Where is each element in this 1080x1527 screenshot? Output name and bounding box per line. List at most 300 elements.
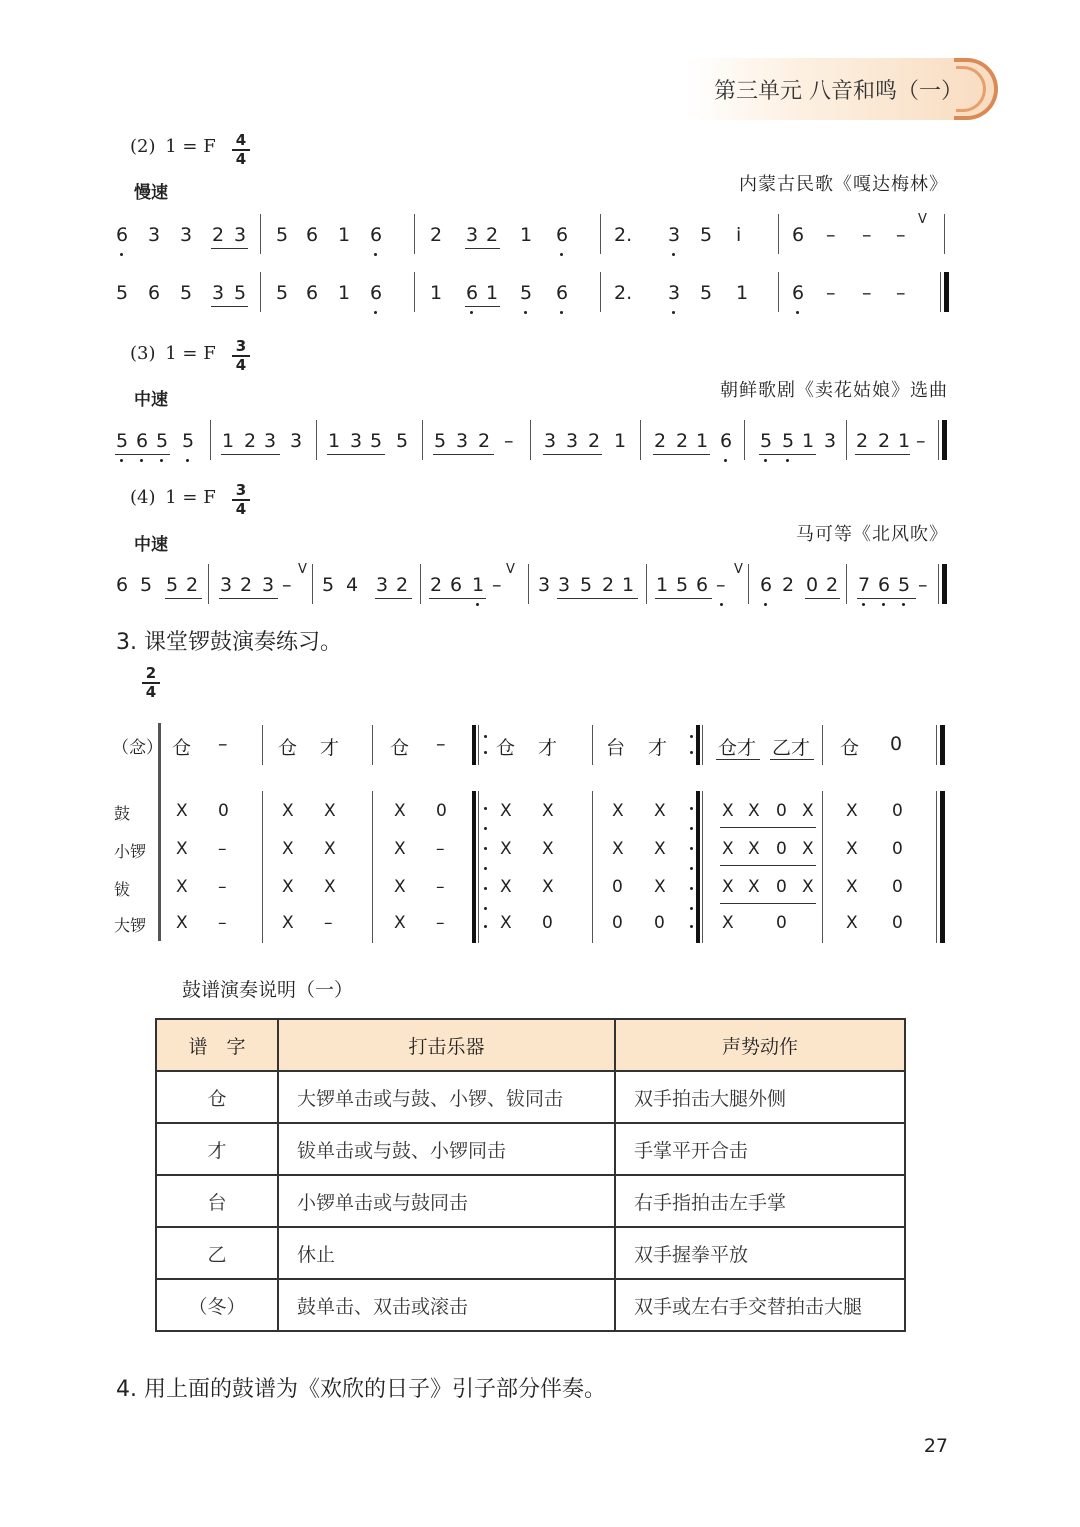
- percussion-note: X: [324, 839, 336, 859]
- bar-line: [420, 564, 421, 604]
- meter-bottom: 4: [145, 683, 157, 701]
- jianpu-note: 5: [434, 430, 447, 452]
- jianpu-note: 5: [166, 574, 179, 596]
- piece3-meter: [232, 339, 250, 373]
- percussion-note: 0: [654, 913, 665, 933]
- repeat-dot: [690, 925, 693, 928]
- percussion-note: X: [282, 801, 294, 821]
- final-bar-line: [940, 725, 945, 765]
- percussion-note: 0: [776, 877, 787, 897]
- jianpu-note: 3: [148, 224, 161, 246]
- percussion-note: 0: [892, 913, 903, 933]
- jianpu-note: –: [826, 224, 836, 246]
- table-row: [156, 1071, 905, 1123]
- jianpu-note: 4: [346, 574, 359, 596]
- legend-header-gesture: 声势动作: [615, 1019, 905, 1071]
- jianpu-note: 1: [614, 430, 627, 452]
- percussion-note: X: [654, 877, 666, 897]
- jianpu-note: 3: [544, 430, 557, 452]
- bar-line: [208, 564, 209, 604]
- table-row: [156, 1227, 905, 1279]
- jianpu-note: 5: [580, 574, 593, 596]
- jianpu-note: 1: [430, 282, 443, 304]
- legend-gesture: 双手握拳平放: [615, 1227, 905, 1279]
- jianpu-note: 2: [878, 430, 891, 452]
- jianpu-note: 1: [472, 574, 485, 596]
- bar-line: [640, 420, 641, 460]
- percussion-note: X: [846, 801, 858, 821]
- piece4-key: 1 = F: [165, 487, 216, 508]
- bar-line: [600, 272, 601, 312]
- jianpu-note: 6: [306, 224, 319, 246]
- percussion-note: X: [176, 801, 188, 821]
- table-row: [156, 1279, 905, 1331]
- octave-dot-low: [470, 311, 473, 314]
- meter-top: 4: [235, 131, 247, 149]
- octave-dot-low: [120, 253, 123, 256]
- jianpu-note: 6: [792, 224, 805, 246]
- jianpu-note: 5: [276, 282, 289, 304]
- percussion-note: 0: [218, 801, 229, 821]
- jianpu-note: –: [896, 224, 906, 246]
- percussion-note: X: [500, 913, 512, 933]
- percussion-note: X: [802, 801, 814, 821]
- underline: [653, 454, 710, 455]
- underline: [855, 454, 910, 455]
- percussion-note: X: [722, 877, 734, 897]
- percussion-note: X: [654, 801, 666, 821]
- underline: [543, 454, 602, 455]
- underline: [805, 598, 840, 599]
- repeat-dot: [484, 827, 487, 830]
- piece4-tempo: 中速: [134, 535, 168, 555]
- percussion-note: –: [218, 877, 227, 897]
- percussion-note: –: [436, 913, 445, 933]
- legend-header-row: [156, 1019, 905, 1071]
- underline: [219, 598, 278, 599]
- jianpu-note: 3: [212, 282, 225, 304]
- bar-line: [778, 214, 779, 254]
- repeat-bar-line: [472, 791, 476, 943]
- octave-dot-low: [902, 603, 905, 606]
- legend-title: 鼓谱演奏说明（一）: [182, 979, 354, 1001]
- legend-instrument: 钹单击或与鼓、小锣同击: [278, 1123, 615, 1175]
- jianpu-note: 6: [556, 224, 569, 246]
- jianpu-note: 6: [466, 282, 479, 304]
- chant-syllable: 台: [606, 737, 626, 759]
- percussion-note: X: [282, 877, 294, 897]
- jianpu-note: 6: [306, 282, 319, 304]
- percussion-score: [0, 715, 1080, 945]
- bar-line: [936, 725, 937, 765]
- jianpu-note: 6: [116, 574, 129, 596]
- jianpu-note: 2: [430, 574, 443, 596]
- instrument-name: 小锣: [114, 842, 147, 861]
- jianpu-note: 5: [180, 282, 193, 304]
- system-bracket: [158, 723, 161, 941]
- percussion-note: X: [542, 877, 554, 897]
- percussion-note: 0: [892, 877, 903, 897]
- percussion-note: X: [282, 839, 294, 859]
- bar-line: [422, 420, 423, 460]
- bar-line: [938, 564, 939, 604]
- jianpu-note: 5: [676, 574, 689, 596]
- percussion-note: X: [500, 839, 512, 859]
- legend-char: 台: [156, 1175, 278, 1227]
- jianpu-note: 5: [760, 430, 773, 452]
- table-row: [156, 1175, 905, 1227]
- jianpu-note: 3: [668, 282, 681, 304]
- piece3-label: (3): [130, 343, 156, 364]
- jianpu-note: 3: [180, 224, 193, 246]
- octave-dot-low: [720, 603, 723, 606]
- jianpu-note: 5: [520, 282, 533, 304]
- jianpu-note: 2: [856, 430, 869, 452]
- repeat-dot: [484, 867, 487, 870]
- percussion-note: –: [436, 877, 445, 897]
- underline: [720, 827, 816, 828]
- jianpu-note: 2: [396, 574, 409, 596]
- legend-gesture: 双手拍击大腿外侧: [615, 1071, 905, 1123]
- legend-gesture: 右手指拍击左手掌: [615, 1175, 905, 1227]
- percussion-note: 0: [776, 839, 787, 859]
- octave-dot-low: [862, 603, 865, 606]
- jianpu-note: 3: [376, 574, 389, 596]
- legend-table: [155, 1018, 906, 1332]
- jianpu-note: 1: [656, 574, 669, 596]
- jianpu-note: 3: [262, 574, 275, 596]
- section4-heading: 4. 用上面的鼓谱为《欢欣的日子》引子部分伴奏。: [116, 1377, 606, 1402]
- octave-dot-low: [140, 459, 143, 462]
- underline: [857, 598, 916, 599]
- piece4-header: [130, 487, 216, 508]
- legend-instrument: 小锣单击或与鼓同击: [278, 1175, 615, 1227]
- octave-dot-low: [764, 459, 767, 462]
- octave-dot-low: [160, 459, 163, 462]
- percussion-note: X: [500, 801, 512, 821]
- piece3-header: [130, 343, 216, 364]
- jianpu-note: –: [282, 574, 292, 596]
- bar-line: [414, 214, 415, 254]
- bar-line: [600, 214, 601, 254]
- jianpu-note: 5: [156, 430, 169, 452]
- jianpu-note: 2: [430, 224, 443, 246]
- octave-dot-low: [120, 459, 123, 462]
- octave-dot-low: [672, 311, 675, 314]
- percussion-note: X: [612, 801, 624, 821]
- chant-syllable: 才: [648, 737, 668, 759]
- bar-line: [528, 564, 529, 604]
- bar-line: [846, 420, 847, 460]
- percussion-note: X: [324, 877, 336, 897]
- piece4-meter: [232, 483, 250, 517]
- instrument-name: 大锣: [114, 916, 147, 935]
- jianpu-note: 2: [478, 430, 491, 452]
- percussion-note: X: [748, 877, 760, 897]
- legend-gesture: 手掌平开合击: [615, 1123, 905, 1175]
- chant-syllable: 仓: [172, 737, 192, 759]
- jianpu-note: 3: [558, 574, 571, 596]
- repeat-dot: [484, 887, 487, 890]
- percussion-note: X: [748, 839, 760, 859]
- final-bar-line: [942, 420, 947, 460]
- jianpu-note: 1: [486, 282, 499, 304]
- percussion-note: 0: [612, 913, 623, 933]
- chant-syllable: 乙才: [772, 737, 811, 759]
- repeat-dot: [690, 751, 693, 754]
- piece2-line2: [0, 272, 1080, 318]
- jianpu-note: 5: [370, 430, 383, 452]
- percussion-note: X: [542, 839, 554, 859]
- bar-line: [316, 420, 317, 460]
- legend-gesture: 双手或左右手交替拍击大腿: [615, 1279, 905, 1331]
- jianpu-note: 2: [486, 224, 499, 246]
- bar-line: [748, 564, 749, 604]
- piece3-source: 朝鲜歌剧《卖花姑娘》选曲: [720, 380, 948, 401]
- percussion-note: –: [218, 839, 227, 859]
- legend-instrument: 休止: [278, 1227, 615, 1279]
- underline: [429, 598, 486, 599]
- legend-char: 仓: [156, 1071, 278, 1123]
- percussion-note: 0: [612, 877, 623, 897]
- bar-line: [592, 725, 593, 765]
- repeat-dot: [690, 867, 693, 870]
- jianpu-note: 5: [234, 282, 247, 304]
- jianpu-note: 1: [338, 282, 351, 304]
- jianpu-note: 2.: [614, 224, 633, 246]
- page-number: 27: [923, 1435, 948, 1457]
- jianpu-note: 6: [878, 574, 891, 596]
- bar-line: [938, 420, 939, 460]
- breath-mark: V: [506, 562, 515, 577]
- jianpu-note: 5: [140, 574, 153, 596]
- percussion-note: X: [654, 839, 666, 859]
- repeat-dot: [690, 847, 693, 850]
- jianpu-note: 3: [466, 224, 479, 246]
- underline: [211, 248, 248, 249]
- repeat-bar-line: [696, 791, 700, 943]
- piece4-label: (4): [130, 487, 156, 508]
- jianpu-note: 1: [802, 430, 815, 452]
- jianpu-note: 1: [696, 430, 709, 452]
- bar-line: [778, 272, 779, 312]
- percussion-note: X: [394, 801, 406, 821]
- jianpu-note: 2: [244, 430, 257, 452]
- meter-top: 3: [235, 481, 247, 499]
- jianpu-note: 6: [116, 224, 129, 246]
- repeat-dot: [484, 807, 487, 810]
- percussion-note: X: [542, 801, 554, 821]
- jianpu-note: 6: [792, 282, 805, 304]
- underline: [716, 759, 760, 760]
- unit-title: 第三单元 八音和鸣（一）: [714, 79, 963, 104]
- bar-line: [260, 214, 261, 254]
- underline: [115, 454, 170, 455]
- meter-bottom: 4: [235, 150, 247, 168]
- percussion-note: 0: [436, 801, 447, 821]
- percussion-note: 0: [776, 913, 787, 933]
- underline: [465, 248, 500, 249]
- breath-mark: V: [298, 562, 307, 577]
- repeat-dot: [690, 827, 693, 830]
- piece2-tempo: 慢速: [134, 183, 168, 203]
- instrument-name: 鼓: [114, 804, 131, 823]
- piece2-line1: [0, 214, 1080, 260]
- percussion-note: X: [846, 913, 858, 933]
- jianpu-note: 1: [222, 430, 235, 452]
- bar-line: [262, 725, 263, 765]
- jianpu-note: 6: [136, 430, 149, 452]
- final-bar-line: [944, 272, 949, 312]
- bar-line: [210, 420, 211, 460]
- jianpu-note: 2: [588, 430, 601, 452]
- jianpu-note: 3: [220, 574, 233, 596]
- jianpu-note: 2: [602, 574, 615, 596]
- chant-syllable: 仓: [840, 737, 860, 759]
- bar-line: [592, 791, 593, 943]
- underline: [327, 454, 385, 455]
- jianpu-note: 2: [212, 224, 225, 246]
- breath-mark: V: [734, 562, 743, 577]
- bar-line: [262, 791, 263, 943]
- octave-dot-low: [764, 603, 767, 606]
- jianpu-note: 6: [450, 574, 463, 596]
- chant-syllable: –: [436, 733, 446, 755]
- piece2-key: 1 = F: [165, 136, 216, 157]
- percussion-note: X: [176, 913, 188, 933]
- percussion-note: X: [394, 913, 406, 933]
- jianpu-note: 7: [858, 574, 871, 596]
- instrument-name: 钹: [114, 880, 131, 899]
- octave-dot-low: [672, 253, 675, 256]
- bar-line: [372, 725, 373, 765]
- jianpu-note: 3: [290, 430, 303, 452]
- jianpu-note: 1: [622, 574, 635, 596]
- jianpu-note: 1: [328, 430, 341, 452]
- bar-line: [414, 272, 415, 312]
- bar-line: [944, 214, 945, 254]
- underline: [720, 903, 816, 904]
- octave-dot-low: [476, 603, 479, 606]
- underline: [165, 598, 202, 599]
- jianpu-note: 3: [456, 430, 469, 452]
- repeat-dot: [484, 907, 487, 910]
- percussion-note: –: [218, 913, 227, 933]
- percussion-note: 0: [542, 913, 553, 933]
- repeat-bar-line: [696, 725, 700, 765]
- jianpu-note: 3: [350, 430, 363, 452]
- octave-dot-low: [374, 253, 377, 256]
- jianpu-note: 5: [276, 224, 289, 246]
- repeat-bar-line: [472, 725, 476, 765]
- repeat-dot: [484, 751, 487, 754]
- meter-top: 3: [235, 337, 247, 355]
- jianpu-note: 2.: [614, 282, 633, 304]
- underline: [655, 598, 712, 599]
- section3-heading: 3. 课堂锣鼓演奏练习。: [116, 630, 342, 655]
- jianpu-note: 6: [148, 282, 161, 304]
- repeat-dot: [484, 847, 487, 850]
- bar-line: [846, 564, 847, 604]
- bar-line: [744, 420, 745, 460]
- chant-label: （念）: [112, 738, 163, 758]
- chant-syllable: 0: [890, 733, 903, 755]
- underline: [221, 454, 280, 455]
- jianpu-note: –: [896, 282, 906, 304]
- chant-syllable: 才: [538, 737, 558, 759]
- piece3-tempo: 中速: [134, 390, 168, 410]
- repeat-bar-line: [702, 725, 703, 765]
- legend-header-char: 谱 字: [156, 1019, 278, 1071]
- bar-line: [260, 272, 261, 312]
- underline: [770, 759, 814, 760]
- table-row: [156, 1123, 905, 1175]
- bar-line: [372, 791, 373, 943]
- jianpu-note: 2: [826, 574, 839, 596]
- jianpu-note: 5: [700, 282, 713, 304]
- repeat-bar-line: [702, 791, 703, 943]
- percussion-note: X: [394, 877, 406, 897]
- percussion-note: X: [176, 877, 188, 897]
- repeat-dot: [484, 925, 487, 928]
- percussion-note: –: [436, 839, 445, 859]
- repeat-dot: [690, 887, 693, 890]
- jianpu-note: 2: [676, 430, 689, 452]
- jianpu-note: 1: [736, 282, 749, 304]
- bar-line: [822, 791, 823, 943]
- jianpu-note: –: [492, 574, 502, 596]
- jianpu-note: 6: [760, 574, 773, 596]
- bar-line: [940, 272, 941, 312]
- jianpu-note: –: [504, 430, 514, 452]
- piece3-key: 1 = F: [165, 343, 216, 364]
- legend-instrument: 大锣单击或与鼓、小锣、钹同击: [278, 1071, 615, 1123]
- jianpu-note: 3: [538, 574, 551, 596]
- bar-line: [822, 725, 823, 765]
- jianpu-note: 5: [322, 574, 335, 596]
- legend-char: 乙: [156, 1227, 278, 1279]
- percussion-note: X: [500, 877, 512, 897]
- percussion-note: –: [324, 913, 333, 933]
- repeat-bar-line: [478, 725, 479, 765]
- legend-char: （冬）: [156, 1279, 278, 1331]
- final-bar-line: [942, 564, 947, 604]
- jianpu-note: 1: [338, 224, 351, 246]
- jianpu-note: 6: [720, 430, 733, 452]
- breath-mark: V: [918, 212, 927, 227]
- percussion-note: X: [394, 839, 406, 859]
- percussion-note: 0: [892, 839, 903, 859]
- jianpu-note: 3: [264, 430, 277, 452]
- unit-banner: [684, 58, 994, 120]
- octave-dot-low: [524, 311, 527, 314]
- jianpu-note: 5: [700, 224, 713, 246]
- percussion-note: X: [722, 839, 734, 859]
- jianpu-note: –: [862, 282, 872, 304]
- octave-dot-low: [882, 603, 885, 606]
- jianpu-note: 5: [898, 574, 911, 596]
- piece4-line1: [0, 564, 1080, 610]
- jianpu-note: 5: [782, 430, 795, 452]
- percussion-note: X: [802, 877, 814, 897]
- percussion-note: X: [722, 913, 734, 933]
- jianpu-note: –: [716, 574, 726, 596]
- legend-instrument: 鼓单击、双击或滚击: [278, 1279, 615, 1331]
- octave-dot-low: [560, 311, 563, 314]
- percussion-note: X: [846, 839, 858, 859]
- jianpu-note: 3: [824, 430, 837, 452]
- octave-dot-low: [186, 459, 189, 462]
